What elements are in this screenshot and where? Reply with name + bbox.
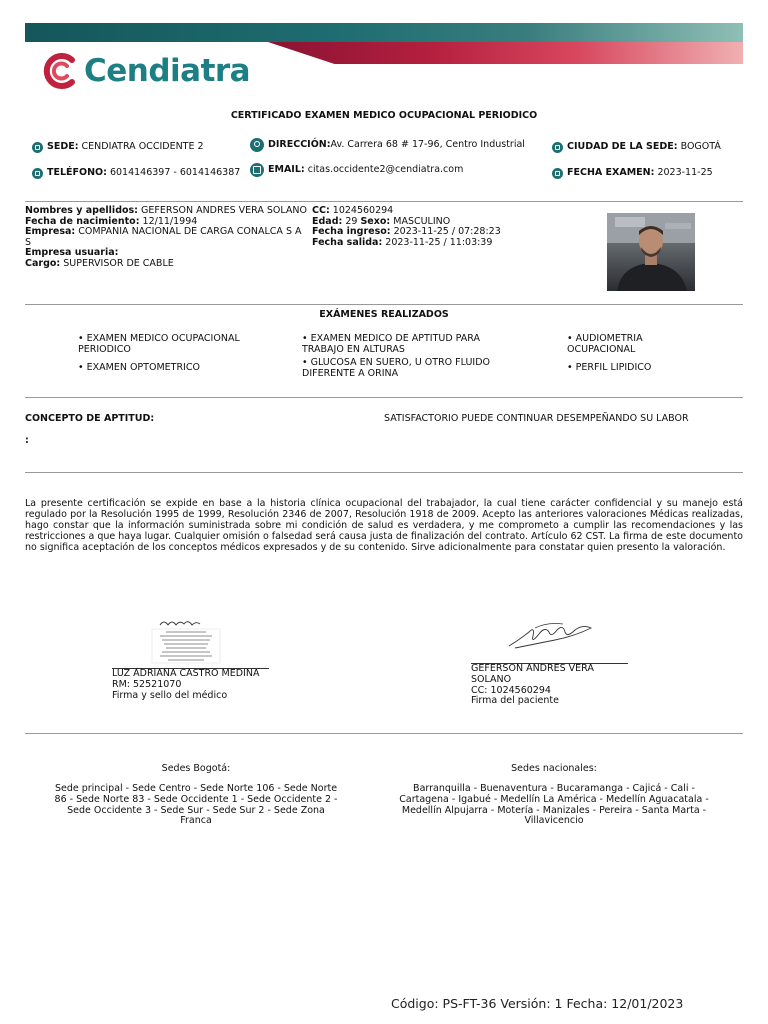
divider bbox=[25, 304, 743, 305]
exam-item bbox=[78, 363, 200, 374]
aptitud-label: CONCEPTO DE APTITUD: bbox=[25, 413, 155, 424]
salida-row bbox=[312, 238, 501, 249]
patient-signature bbox=[505, 618, 597, 652]
doctor-rm: RM: 52521070 bbox=[112, 678, 182, 690]
ciudad-label: CIUDAD DE LA SEDE: bbox=[567, 141, 678, 152]
doctor-stamp bbox=[148, 619, 224, 665]
divider bbox=[25, 201, 743, 202]
sedes-line: Cartagena - Igabué - Medellín La América - Medellín Aguacatala - bbox=[399, 793, 709, 805]
email-value: citas.occidente2@cendiatra.com bbox=[307, 164, 464, 175]
building-icon bbox=[32, 142, 43, 153]
sedes-line: Sede Occidente 3 - Sede Sur - Sede Sur 2 - Sede Zona bbox=[67, 804, 325, 816]
nombres-label: Nombres y apellidos: bbox=[25, 205, 138, 216]
sexo-value: MASCULINO bbox=[393, 215, 451, 227]
salida-value: 2023-11-25 / 11:03:39 bbox=[385, 236, 493, 248]
exam-item-line: DIFERENTE A ORINA bbox=[302, 367, 399, 379]
email-label: EMAIL: bbox=[268, 164, 305, 175]
sedes-bogota-list bbox=[48, 784, 344, 827]
phone-icon bbox=[32, 168, 43, 179]
info-ciudad bbox=[552, 141, 721, 152]
edad-label: Edad: bbox=[312, 215, 343, 227]
patient-signature-block bbox=[471, 664, 594, 707]
telefono-label: TELÉFONO: bbox=[47, 167, 107, 178]
fecha-examen-value: 2023-11-25 bbox=[657, 167, 713, 178]
divider bbox=[25, 397, 743, 398]
patient-signature-caption: Firma del paciente bbox=[471, 695, 559, 707]
nacimiento-value: 12/11/1994 bbox=[142, 215, 198, 227]
direccion-value: Av. Carrera 68 # 17-96, Centro Industrial bbox=[330, 139, 525, 150]
info-sede bbox=[32, 141, 204, 152]
cc-value: 1024560294 bbox=[332, 205, 394, 216]
header-banner-teal bbox=[25, 23, 743, 42]
info-direccion bbox=[250, 139, 525, 153]
empresa-row bbox=[25, 227, 307, 238]
fecha-examen-label: FECHA EXAMEN: bbox=[567, 167, 655, 178]
logo-wordmark: Cendiatra bbox=[84, 53, 251, 89]
patient-details-right bbox=[312, 206, 501, 248]
sedes-line: Franca bbox=[180, 815, 212, 827]
doctor-signature-caption: Firma y sello del médico bbox=[112, 689, 228, 701]
sedes-bogota-title: Sedes Bogotá: bbox=[161, 763, 231, 774]
sedes-nacionales-title: Sedes nacionales: bbox=[511, 763, 597, 774]
exam-item bbox=[302, 334, 480, 356]
exam-item-line: OCUPACIONAL bbox=[567, 343, 636, 355]
cendiatra-logo-icon bbox=[42, 52, 80, 90]
header-banner-red bbox=[268, 42, 743, 64]
sedes-line: Medellín Alpujarra - Motería - Manizales - Pereira - Santa Marta - bbox=[401, 804, 707, 816]
certificate-title: CERTIFICADO EXAMEN MEDICO OCUPACIONAL PERIODICO bbox=[230, 110, 538, 121]
location-pin-icon bbox=[250, 138, 264, 152]
legal-statement: La presente certificación se expide en base a la historia clínica ocupacional del trabajador, la cual tiene carácter confidencial y su manejo está regulado por la Resolución 1995 de 1999, Resolución 2346 de 2007, Resolución 1918 de 2009. Acepto las anteriores valoraciones Médicas realizadas, hago constar que la información suministrada sobre mi condición de salud es verdadera, y me comprometo a cumplir las recomendaciones y las restricciones a que haya lugar. Cualquier omisión o falsedad será causa justa de finalización del contrato. Artículo 62 CST. La firma de este documento no significa aceptación de los conceptos médicos expresados y de su contenido. Sirve adicionalmente para constatar quien presento la valoración. bbox=[25, 498, 743, 553]
exam-item-line: • EXAMEN OPTOMETRICO bbox=[78, 362, 200, 373]
calendar-icon bbox=[552, 168, 563, 179]
info-telefono bbox=[32, 167, 240, 178]
ciudad-value: BOGOTÁ bbox=[680, 141, 721, 152]
ingreso-label: Fecha ingreso: bbox=[312, 226, 391, 238]
exam-item bbox=[302, 358, 490, 380]
nombres-value: GEFERSON ANDRES VERA SOLANO bbox=[141, 205, 307, 216]
exam-item-line: • PERFIL LIPIDICO bbox=[567, 362, 652, 373]
exam-item-line: PERIODICO bbox=[78, 343, 131, 355]
patient-signature-name: GEFERSON ANDRES VERA bbox=[471, 663, 594, 674]
divider bbox=[25, 733, 743, 734]
edad-value: 29 bbox=[345, 215, 358, 227]
empresa-usuaria-label: Empresa usuaria: bbox=[25, 247, 119, 259]
direccion-label: DIRECCIÓN: bbox=[268, 139, 331, 150]
cargo-row bbox=[25, 259, 307, 270]
exam-item-line: • EXAMEN MEDICO DE APTITUD PARA bbox=[302, 333, 480, 344]
telefono-value: 6014146397 - 6014146387 bbox=[109, 167, 241, 178]
sedes-line: 86 - Sede Norte 83 - Sede Occidente 1 - Sede Occidente 2 - bbox=[54, 793, 338, 805]
document-code-footer: Código: PS-FT-36 Versión: 1 Fecha: 12/01/2023 bbox=[391, 996, 684, 1011]
empresa-row-continued: S bbox=[25, 236, 32, 248]
exam-item-line: TRABAJO EN ALTURAS bbox=[302, 343, 405, 355]
doctor-signature-block bbox=[112, 669, 259, 701]
patient-details-left bbox=[25, 206, 307, 270]
sexo-label: Sexo: bbox=[360, 215, 391, 227]
exam-item-line: • GLUCOSA EN SUERO, U OTRO FLUIDO bbox=[302, 357, 491, 368]
ingreso-value: 2023-11-25 / 07:28:23 bbox=[393, 226, 501, 238]
patient-photo bbox=[607, 213, 695, 291]
doctor-stamp-image bbox=[148, 619, 224, 665]
divider bbox=[25, 472, 743, 473]
exams-title: EXÁMENES REALIZADOS bbox=[319, 309, 449, 320]
doctor-name: LUZ ADRIANA CASTRO MEDINA bbox=[112, 668, 260, 679]
cc-label: CC: bbox=[312, 205, 330, 216]
patient-signature-cc: CC: 1024560294 bbox=[471, 684, 551, 696]
patient-signature-name-continued: SOLANO bbox=[471, 673, 512, 685]
aptitud-extra: : bbox=[25, 435, 29, 446]
cendiatra-logo bbox=[42, 50, 250, 92]
exam-item-line: • EXAMEN MEDICO OCUPACIONAL bbox=[78, 333, 240, 344]
salida-label: Fecha salida: bbox=[312, 236, 383, 248]
sedes-line: Sede principal - Sede Centro - Sede Norte 106 - Sede Norte bbox=[54, 783, 338, 794]
patient-portrait-image bbox=[607, 213, 695, 291]
empresa-label: Empresa: bbox=[25, 226, 76, 238]
exam-item bbox=[78, 334, 240, 356]
exam-item-line: • AUDIOMETRIA bbox=[567, 333, 643, 344]
sedes-line: Villavicencio bbox=[524, 815, 584, 827]
info-fecha-examen bbox=[552, 167, 713, 178]
email-icon bbox=[250, 163, 264, 177]
city-icon bbox=[552, 142, 563, 153]
empresa-value: COMPANIA NACIONAL DE CARGA CONALCA S A bbox=[78, 226, 302, 238]
sede-label: SEDE: bbox=[47, 141, 79, 152]
patient-signature-image bbox=[505, 618, 597, 652]
cargo-value: SUPERVISOR DE CABLE bbox=[63, 257, 174, 269]
sedes-nacionales-list bbox=[386, 784, 722, 827]
info-email bbox=[250, 164, 463, 178]
sedes-line: Barranquilla - Buenaventura - Bucaramanga - Cajicá - Cali - bbox=[413, 783, 695, 794]
sede-value: CENDIATRA OCCIDENTE 2 bbox=[81, 141, 204, 152]
exam-item bbox=[567, 363, 651, 374]
exam-item bbox=[567, 334, 643, 356]
cargo-label: Cargo: bbox=[25, 257, 61, 269]
aptitud-value: SATISFACTORIO PUEDE CONTINUAR DESEMPEÑANDO SU LABOR bbox=[384, 413, 689, 424]
nacimiento-label: Fecha de nacimiento: bbox=[25, 215, 140, 227]
